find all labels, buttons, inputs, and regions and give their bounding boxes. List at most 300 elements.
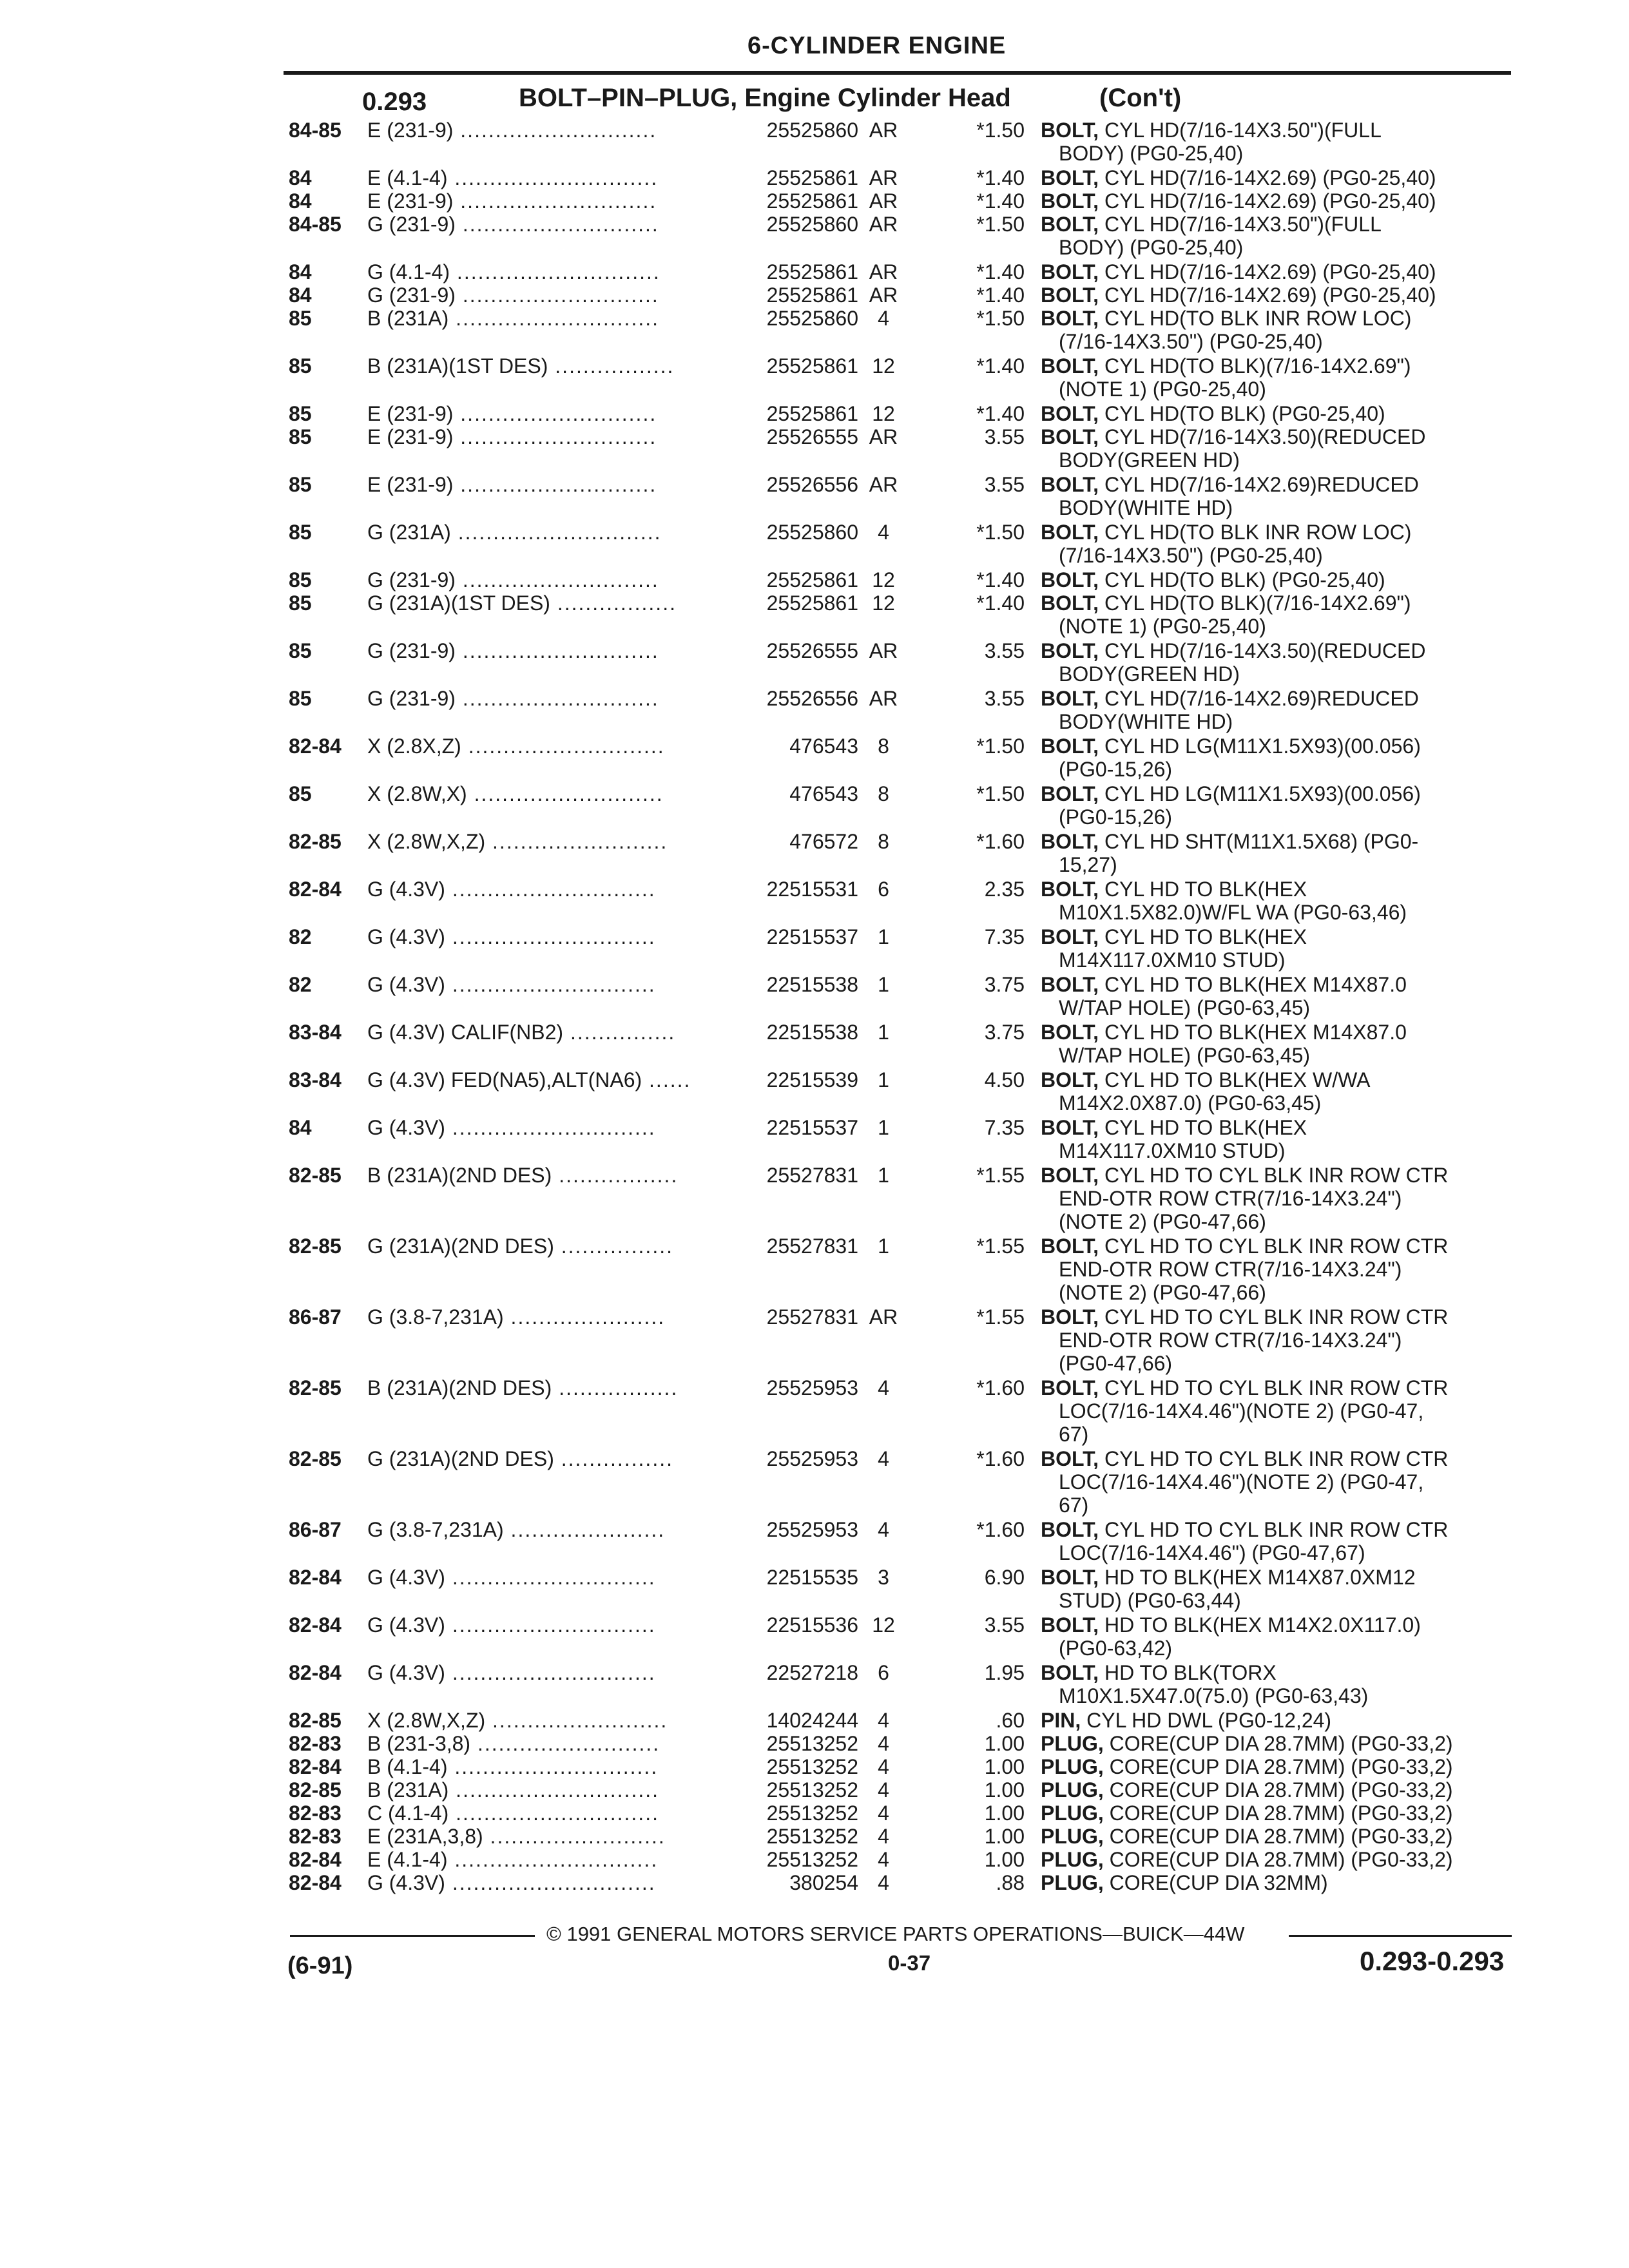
row-model-text: G (231-9) — [367, 284, 456, 307]
row-quantity: 4 — [878, 1778, 889, 1802]
row-description-label: BOLT, — [1041, 119, 1099, 142]
row-years: 85 — [289, 354, 312, 378]
row-model-leader-dots: ......................... — [485, 1709, 668, 1732]
row-years: 85 — [289, 425, 312, 448]
row-years: 82-85 — [289, 1778, 342, 1802]
row-model-text: X (2.8X,Z) — [367, 735, 461, 758]
row-model-leader-dots: ...... — [642, 1068, 691, 1091]
row-model-leader-dots: ............................ — [461, 735, 665, 758]
row-description-label: BOLT, — [1041, 260, 1099, 284]
row-years: 82-84 — [289, 735, 342, 758]
row-description — [1041, 354, 1411, 401]
row-description — [1041, 1778, 1453, 1802]
row-price: 2.35 — [984, 878, 1025, 901]
row-description-line2: W/TAP HOLE) (PG0-63,45) — [1059, 1044, 1311, 1067]
row-model-leader-dots: ............................. — [445, 1566, 656, 1589]
row-description-line2: (PG0-63,42) — [1059, 1637, 1173, 1660]
row-description — [1041, 521, 1411, 567]
row-quantity: AR — [869, 473, 898, 496]
row-description-label: PLUG, — [1041, 1871, 1104, 1894]
row-description-line3: (NOTE 2) (PG0-47,66) — [1059, 1210, 1266, 1233]
row-model-leader-dots: ......................... — [483, 1825, 666, 1848]
table-row — [0, 402, 1629, 425]
row-price: *1.60 — [976, 1447, 1025, 1470]
row-description-label: PLUG, — [1041, 1825, 1104, 1848]
row-model-text: G (231-9) — [367, 213, 456, 236]
row-price: .88 — [996, 1871, 1025, 1894]
row-model — [367, 473, 657, 496]
row-part-number: 25525861 — [766, 260, 858, 284]
table-row — [0, 1566, 1629, 1613]
row-price: *1.55 — [976, 1305, 1025, 1329]
row-description-text: CYL HD LG(M11X1.5X93)(00.056) — [1099, 735, 1421, 758]
row-model — [367, 925, 656, 948]
row-price: *1.50 — [976, 119, 1025, 142]
row-quantity: 4 — [878, 1518, 889, 1541]
row-description — [1041, 925, 1307, 972]
row-price: 3.55 — [984, 687, 1025, 710]
row-description-text: CYL HD(7/16-14X3.50)(REDUCED — [1099, 639, 1426, 662]
row-description — [1041, 639, 1425, 686]
row-price: 1.00 — [984, 1732, 1025, 1755]
row-price: 1.95 — [984, 1661, 1025, 1684]
row-quantity: 8 — [878, 782, 889, 805]
row-description-label: BOLT, — [1041, 1518, 1099, 1541]
row-description-line2: END-OTR ROW CTR(7/16-14X3.24") — [1059, 1187, 1402, 1210]
row-model-leader-dots: ............... — [563, 1021, 676, 1044]
row-model-text: G (4.3V) — [367, 1613, 445, 1637]
row-description-text: CYL HD TO BLK(HEX — [1099, 925, 1307, 948]
row-model-text: B (231A)(1ST DES) — [367, 354, 548, 378]
row-part-number: 25513252 — [766, 1825, 858, 1848]
row-years: 85 — [289, 402, 312, 425]
row-description-line2: (PG0-15,26) — [1059, 805, 1173, 829]
row-description — [1041, 260, 1436, 284]
table-row — [0, 1802, 1629, 1825]
row-description-text: HD TO BLK(HEX M14X87.0XM12 — [1099, 1566, 1416, 1589]
row-model — [367, 213, 659, 236]
row-description — [1041, 425, 1425, 472]
table-row — [0, 1661, 1629, 1709]
row-model-text: G (3.8-7,231A) — [367, 1518, 504, 1541]
row-description-label: PLUG, — [1041, 1732, 1104, 1755]
row-price: 1.00 — [984, 1802, 1025, 1825]
parts-table — [0, 119, 1629, 1894]
row-description-line2: LOC(7/16-14X4.46")(NOTE 2) (PG0-47, — [1059, 1470, 1424, 1494]
row-description-text: CYL HD(TO BLK)(7/16-14X2.69") — [1099, 591, 1411, 615]
row-model — [367, 1709, 668, 1732]
row-model-text: C (4.1-4) — [367, 1802, 449, 1825]
row-price: *1.40 — [976, 260, 1025, 284]
row-quantity: AR — [869, 166, 898, 189]
row-quantity: 4 — [878, 1848, 889, 1871]
row-model-text: E (231-9) — [367, 189, 454, 213]
row-years: 82-85 — [289, 1447, 342, 1470]
row-description-text: CYL HD TO CYL BLK INR ROW CTR — [1099, 1376, 1449, 1399]
row-description-line2: (NOTE 1) (PG0-25,40) — [1059, 378, 1266, 401]
row-part-number: 25525861 — [766, 284, 858, 307]
row-model-text: X (2.8W,X,Z) — [367, 1709, 486, 1732]
row-model — [367, 1447, 673, 1470]
row-price: 3.55 — [984, 1613, 1025, 1637]
row-years: 83-84 — [289, 1021, 342, 1044]
row-part-number: 25525861 — [766, 166, 858, 189]
row-price: 7.35 — [984, 1116, 1025, 1139]
table-row — [0, 1755, 1629, 1778]
row-description-line3: (PG0-47,66) — [1059, 1352, 1173, 1375]
row-part-number: 476543 — [789, 735, 858, 758]
row-description-text: HD TO BLK(HEX M14X2.0X117.0) — [1099, 1613, 1421, 1637]
row-description-label: BOLT, — [1041, 973, 1099, 996]
table-row — [0, 1116, 1629, 1164]
table-row — [0, 1778, 1629, 1802]
footer-copyright: © 1991 GENERAL MOTORS SERVICE PARTS OPERATIONS—BUICK—44W — [546, 1923, 1245, 1945]
row-model-text: E (231-9) — [367, 425, 454, 448]
row-model — [367, 1068, 691, 1091]
row-description-text: CORE(CUP DIA 28.7MM) (PG0-33,2) — [1103, 1732, 1453, 1755]
row-part-number: 25525953 — [766, 1518, 858, 1541]
row-part-number: 25513252 — [766, 1848, 858, 1871]
page-title: 6-CYLINDER ENGINE — [747, 32, 1007, 59]
row-model — [367, 1778, 659, 1802]
row-description-label: BOLT, — [1041, 925, 1099, 948]
row-part-number: 476572 — [789, 830, 858, 853]
row-years: 84-85 — [289, 119, 342, 142]
row-years: 85 — [289, 591, 312, 615]
row-years: 82-85 — [289, 1235, 342, 1258]
row-part-number: 22515531 — [766, 878, 858, 901]
row-quantity: 3 — [878, 1566, 889, 1589]
row-quantity: 1 — [878, 1068, 889, 1091]
row-years: 85 — [289, 307, 312, 330]
row-years: 84-85 — [289, 213, 342, 236]
row-quantity: 1 — [878, 1021, 889, 1044]
row-part-number: 22527218 — [766, 1661, 858, 1684]
row-quantity: 4 — [878, 1825, 889, 1848]
row-description-label: BOLT, — [1041, 1116, 1099, 1139]
row-model-text: G (231A)(2ND DES) — [367, 1447, 554, 1470]
table-row — [0, 687, 1629, 735]
row-model-leader-dots: ............................. — [447, 1755, 659, 1778]
table-row — [0, 354, 1629, 402]
table-row — [0, 1825, 1629, 1848]
title-rule — [284, 71, 1511, 75]
table-row — [0, 307, 1629, 354]
row-price: *1.60 — [976, 1518, 1025, 1541]
table-row — [0, 1871, 1629, 1894]
row-description — [1041, 1755, 1453, 1778]
row-model — [367, 1871, 656, 1894]
row-description-text: CYL HD(7/16-14X3.50)(REDUCED — [1099, 425, 1426, 448]
table-row — [0, 591, 1629, 639]
row-model-leader-dots: ................ — [554, 1235, 673, 1258]
row-description-label: BOLT, — [1041, 473, 1099, 496]
row-model — [367, 1235, 673, 1258]
row-model-text: B (4.1-4) — [367, 1755, 448, 1778]
row-quantity: AR — [869, 213, 898, 236]
row-model-leader-dots: ............................ — [455, 639, 659, 662]
table-row — [0, 1164, 1629, 1235]
row-description-line2: LOC(7/16-14X4.46")(NOTE 2) (PG0-47, — [1059, 1399, 1424, 1423]
row-description-label: BOLT, — [1041, 830, 1099, 853]
table-row — [0, 166, 1629, 189]
row-description-line2: LOC(7/16-14X4.46") (PG0-47,67) — [1059, 1541, 1365, 1564]
row-description-text: CYL HD TO BLK(HEX — [1099, 1116, 1307, 1139]
row-description — [1041, 878, 1407, 924]
row-quantity: AR — [869, 639, 898, 662]
row-description-text: CYL HD(7/16-14X3.50")(FULL — [1099, 119, 1382, 142]
row-price: 4.50 — [984, 1068, 1025, 1091]
row-model — [367, 189, 657, 213]
row-description-text: CYL HD TO BLK(HEX M14X87.0 — [1099, 1021, 1407, 1044]
row-price: *1.50 — [976, 735, 1025, 758]
row-description-label: PLUG, — [1041, 1802, 1104, 1825]
row-model — [367, 568, 659, 591]
section-title: BOLT–PIN–PLUG, Engine Cylinder Head — [519, 84, 1011, 112]
row-years: 82 — [289, 973, 312, 996]
row-price: *1.55 — [976, 1235, 1025, 1258]
row-quantity: 4 — [878, 1447, 889, 1470]
row-part-number: 25527831 — [766, 1164, 858, 1187]
row-model — [367, 1305, 665, 1329]
row-part-number: 25525861 — [766, 402, 858, 425]
row-description-line2: END-OTR ROW CTR(7/16-14X3.24") — [1059, 1258, 1402, 1281]
row-years: 82-84 — [289, 1613, 342, 1637]
row-model-text: G (231-9) — [367, 568, 456, 591]
row-model-text: G (4.1-4) — [367, 260, 450, 284]
row-model — [367, 307, 659, 330]
row-description-line2: (NOTE 1) (PG0-25,40) — [1059, 615, 1266, 638]
row-description-line3: 67) — [1059, 1494, 1089, 1517]
row-years: 82-85 — [289, 1709, 342, 1732]
row-part-number: 25525860 — [766, 307, 858, 330]
row-quantity: 8 — [878, 735, 889, 758]
row-quantity: 4 — [878, 1755, 889, 1778]
row-years: 85 — [289, 639, 312, 662]
row-description — [1041, 1871, 1328, 1894]
row-quantity: 12 — [872, 354, 895, 378]
row-part-number: 25525953 — [766, 1447, 858, 1470]
row-model-text: X (2.8W,X,Z) — [367, 830, 486, 853]
table-row — [0, 119, 1629, 166]
row-model-leader-dots: ............................. — [447, 1848, 659, 1871]
row-quantity: AR — [869, 687, 898, 710]
row-years: 84 — [289, 260, 312, 284]
row-years: 82-84 — [289, 1848, 342, 1871]
row-part-number: 25526556 — [766, 473, 858, 496]
row-part-number: 25527831 — [766, 1235, 858, 1258]
row-model-text: G (4.3V) — [367, 1871, 445, 1894]
row-price: *1.40 — [976, 402, 1025, 425]
row-quantity: AR — [869, 1305, 898, 1329]
row-model-text: E (231A,3,8) — [367, 1825, 483, 1848]
table-row — [0, 473, 1629, 521]
row-model — [367, 687, 659, 710]
row-description — [1041, 284, 1436, 307]
row-years: 86-87 — [289, 1305, 342, 1329]
row-price: 3.75 — [984, 1021, 1025, 1044]
row-model — [367, 1825, 666, 1848]
row-quantity: 4 — [878, 521, 889, 544]
row-part-number: 25525861 — [766, 189, 858, 213]
row-price: *1.50 — [976, 213, 1025, 236]
row-quantity: AR — [869, 284, 898, 307]
row-description-text: CYL HD(7/16-14X2.69) (PG0-25,40) — [1099, 189, 1436, 213]
row-description-line2: END-OTR ROW CTR(7/16-14X3.24") — [1059, 1329, 1402, 1352]
row-description — [1041, 973, 1407, 1019]
row-years: 82-83 — [289, 1732, 342, 1755]
row-years: 82-84 — [289, 878, 342, 901]
table-row — [0, 1305, 1629, 1376]
row-description-label: BOLT, — [1041, 591, 1099, 615]
row-description — [1041, 1518, 1448, 1564]
table-row — [0, 521, 1629, 568]
row-price: 7.35 — [984, 925, 1025, 948]
row-model-text: G (3.8-7,231A) — [367, 1305, 504, 1329]
footer-section-range: 0.293-0.293 — [1360, 1946, 1505, 1976]
row-description-text: CYL HD TO CYL BLK INR ROW CTR — [1099, 1235, 1449, 1258]
row-part-number: 25513252 — [766, 1732, 858, 1755]
row-model-leader-dots: ............................ — [455, 213, 659, 236]
row-model-text: G (231-9) — [367, 687, 456, 710]
table-row — [0, 425, 1629, 473]
row-model — [367, 878, 656, 901]
row-part-number: 476543 — [789, 782, 858, 805]
row-years: 82-83 — [289, 1802, 342, 1825]
row-description — [1041, 1732, 1453, 1755]
row-years: 82-85 — [289, 1164, 342, 1187]
row-model — [367, 1661, 656, 1684]
row-description-line3: (NOTE 2) (PG0-47,66) — [1059, 1281, 1266, 1304]
row-description — [1041, 1164, 1448, 1233]
row-description — [1041, 1068, 1370, 1115]
row-price: 6.90 — [984, 1566, 1025, 1589]
row-price: 1.00 — [984, 1755, 1025, 1778]
row-quantity: 12 — [872, 591, 895, 615]
row-model-leader-dots: ............................. — [445, 1116, 656, 1139]
row-model-leader-dots: ............................. — [445, 1661, 656, 1684]
table-row — [0, 260, 1629, 284]
row-quantity: 4 — [878, 1802, 889, 1825]
row-years: 83-84 — [289, 1068, 342, 1091]
footer-rule-right — [1289, 1935, 1512, 1937]
row-description — [1041, 1305, 1448, 1375]
row-quantity: AR — [869, 189, 898, 213]
row-description-label: BOLT, — [1041, 782, 1099, 805]
row-description-line2: BODY(GREEN HD) — [1059, 662, 1240, 686]
row-part-number: 22515535 — [766, 1566, 858, 1589]
row-model-text: B (231A) — [367, 307, 449, 330]
row-description — [1041, 1709, 1331, 1732]
row-description-text: CYL HD LG(M11X1.5X93)(00.056) — [1099, 782, 1421, 805]
row-model-leader-dots: ............................. — [445, 1871, 656, 1894]
row-years: 82 — [289, 925, 312, 948]
row-description-line2: M10X1.5X47.0(75.0) (PG0-63,43) — [1059, 1684, 1369, 1707]
table-row — [0, 1068, 1629, 1116]
row-description-text: CORE(CUP DIA 28.7MM) (PG0-33,2) — [1103, 1848, 1453, 1871]
row-model-text: E (231-9) — [367, 473, 454, 496]
row-description-label: BOLT, — [1041, 1613, 1099, 1637]
row-years: 82-83 — [289, 1825, 342, 1848]
table-row — [0, 639, 1629, 687]
row-description — [1041, 687, 1419, 733]
row-model-leader-dots: ............................. — [448, 307, 659, 330]
row-description — [1041, 473, 1419, 519]
table-row — [0, 878, 1629, 925]
row-description-text: HD TO BLK(TORX — [1099, 1661, 1277, 1684]
row-part-number: 25525861 — [766, 354, 858, 378]
row-quantity: 6 — [878, 878, 889, 901]
row-model — [367, 119, 657, 142]
row-model-text: G (4.3V) — [367, 1661, 445, 1684]
table-row — [0, 1613, 1629, 1661]
row-description — [1041, 1613, 1421, 1660]
row-description-label: BOLT, — [1041, 307, 1099, 330]
row-price: *1.60 — [976, 830, 1025, 853]
row-part-number: 25513252 — [766, 1802, 858, 1825]
table-row — [0, 1021, 1629, 1068]
row-model-leader-dots: ............................ — [455, 284, 659, 307]
row-description-line2: M14X117.0XM10 STUD) — [1059, 948, 1286, 972]
row-part-number: 25513252 — [766, 1778, 858, 1802]
row-description-text: CYL HD(TO BLK INR ROW LOC) — [1099, 521, 1412, 544]
row-model-leader-dots: .......................... — [470, 1732, 660, 1755]
row-description-text: CYL HD SHT(M11X1.5X68) (PG0- — [1099, 830, 1419, 853]
row-description-line3: 67) — [1059, 1423, 1089, 1446]
row-quantity: 6 — [878, 1661, 889, 1684]
row-description-text: CYL HD DWL (PG0-12,24) — [1081, 1709, 1332, 1732]
row-model-leader-dots: ............................. — [445, 925, 656, 948]
row-part-number: 22515539 — [766, 1068, 858, 1091]
row-description-label: BOLT, — [1041, 166, 1099, 189]
row-description-text: CORE(CUP DIA 28.7MM) (PG0-33,2) — [1103, 1825, 1453, 1848]
row-model — [367, 260, 660, 284]
row-model — [367, 973, 656, 996]
row-part-number: 380254 — [789, 1871, 858, 1894]
row-description — [1041, 119, 1382, 165]
row-description-line2: BODY) (PG0-25,40) — [1059, 236, 1244, 259]
row-model — [367, 1732, 660, 1755]
row-description-label: BOLT, — [1041, 1068, 1099, 1091]
row-description — [1041, 307, 1411, 353]
row-description — [1041, 1566, 1416, 1612]
row-description-text: CYL HD(7/16-14X2.69) (PG0-25,40) — [1099, 260, 1436, 284]
row-quantity: AR — [869, 119, 898, 142]
row-description-label: PIN, — [1041, 1709, 1081, 1732]
row-price: *1.60 — [976, 1376, 1025, 1399]
row-description-text: CYL HD TO BLK(HEX — [1099, 878, 1307, 901]
row-description-line2: (PG0-15,26) — [1059, 758, 1173, 781]
table-row — [0, 568, 1629, 591]
row-model — [367, 425, 657, 448]
row-price: *1.50 — [976, 307, 1025, 330]
row-model-text: G (231-9) — [367, 639, 456, 662]
row-model-leader-dots: ............................. — [450, 260, 660, 284]
row-quantity: 4 — [878, 307, 889, 330]
row-description-label: PLUG, — [1041, 1848, 1104, 1871]
row-model-text: B (231A)(2ND DES) — [367, 1376, 552, 1399]
row-description-text: CORE(CUP DIA 28.7MM) (PG0-33,2) — [1103, 1778, 1453, 1802]
row-model-text: B (231-3,8) — [367, 1732, 471, 1755]
table-row — [0, 973, 1629, 1021]
row-model-leader-dots: ............................. — [448, 1778, 659, 1802]
row-price: 3.55 — [984, 473, 1025, 496]
row-description-text: CYL HD(7/16-14X2.69) (PG0-25,40) — [1099, 166, 1436, 189]
row-description — [1041, 166, 1436, 189]
row-model — [367, 354, 674, 378]
row-model-leader-dots: ............................ — [453, 402, 657, 425]
row-description-line2: BODY(GREEN HD) — [1059, 448, 1240, 472]
